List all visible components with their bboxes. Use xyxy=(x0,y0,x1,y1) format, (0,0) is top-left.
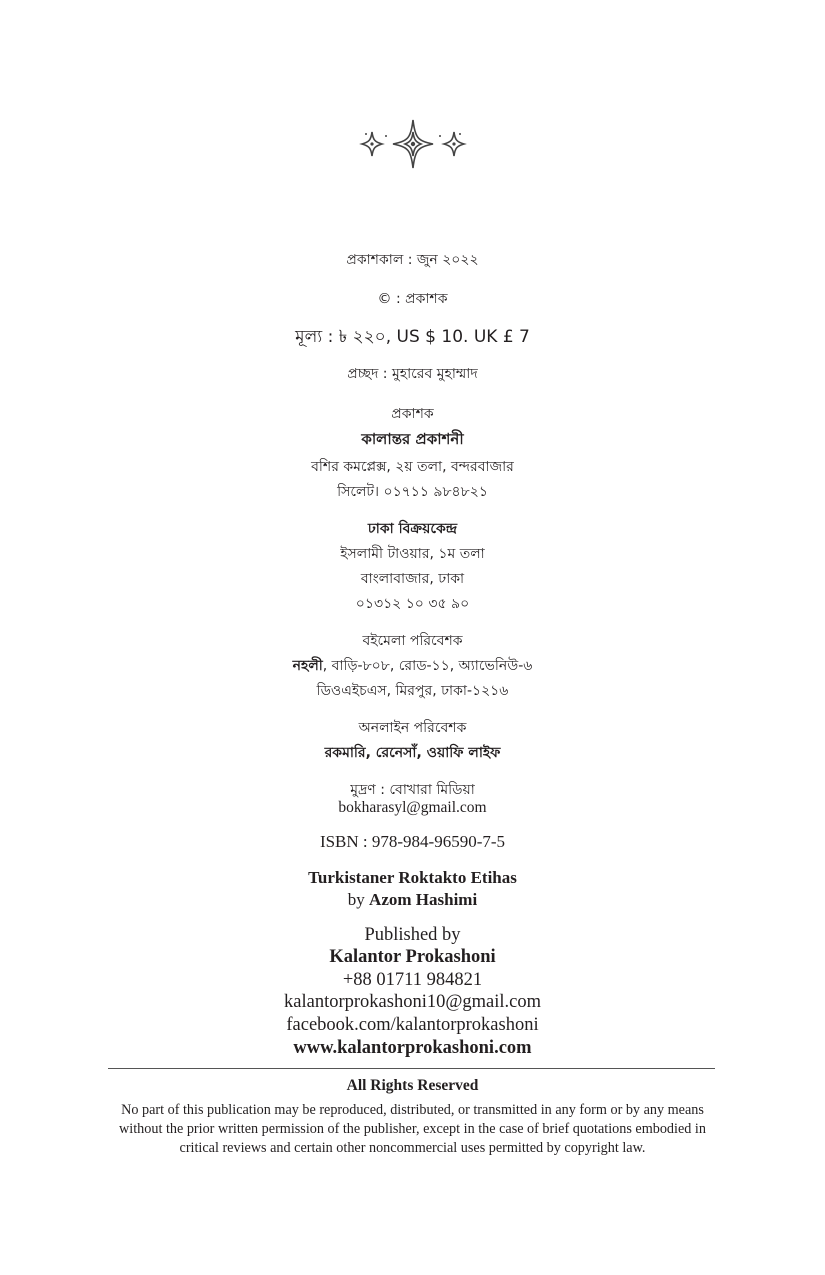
divider xyxy=(108,1068,715,1069)
printing-email: bokharasyl@gmail.com xyxy=(338,799,487,816)
publisher-heading: প্রকাশক xyxy=(391,406,434,422)
rights-heading: All Rights Reserved xyxy=(346,1077,479,1094)
book-fair-heading: বইমেলা পরিবেশক xyxy=(362,633,463,649)
cover-design-line: প্রচ্ছদ : মুহারেব মুহাম্মাদ xyxy=(347,366,478,382)
dhaka-centre-phone: ০১৩১২ ১০ ৩৫ ৯০ xyxy=(355,596,470,612)
published-by-label: Published by xyxy=(364,925,461,945)
publisher-address-line2: সিলেট। ০১৭১১ ৯৮৪৮২১ xyxy=(337,484,488,500)
ornament xyxy=(0,118,825,174)
rights-text: No part of this publication may be reproduced, distributed, or transmitted in any form or by any means without the prior written permission of the publisher, except in the case of brief quotations embodied in critical reviews and certain other noncommercial uses permitted by copyright law. xyxy=(119,1102,706,1156)
publication-date: প্রকাশকাল : জুন ২০২২ xyxy=(346,252,479,268)
publisher-phone: +88 01711 984821 xyxy=(342,970,483,990)
online-distributors: রকমারি, রেনেসাঁ, ওয়াফি লাইফ xyxy=(324,745,501,761)
book-fair-line1 xyxy=(0,654,825,678)
dhaka-centre-line2: বাংলাবাজার, ঢাকা xyxy=(360,571,465,587)
printing-line: মুদ্রণ : বোখারা মিডিয়া xyxy=(350,782,475,798)
english-title: Turkistaner Roktakto Etihas xyxy=(308,868,517,887)
publisher-name: কালান্তর প্রকাশনী xyxy=(361,430,464,448)
online-heading: অনলাইন পরিবেশক xyxy=(358,720,467,736)
book-fair-address: , বাড়ি-৮০৮, রোড-১১, অ্যাভেনিউ-৬ xyxy=(322,658,533,674)
author-name: Azom Hashimi xyxy=(369,890,478,909)
publisher-facebook: facebook.com/kalantorprokashoni xyxy=(286,1015,539,1035)
publisher-name-english: Kalantor Prokashoni xyxy=(329,947,496,967)
publisher-email: kalantorprokashoni10@gmail.com xyxy=(284,992,541,1012)
book-fair-name: নহলী xyxy=(292,658,323,674)
book-fair-line2: ডিওএইচএস, মিরপুর, ঢাকা-১২১৬ xyxy=(316,683,509,699)
four-point-star-ornament-icon xyxy=(358,118,468,170)
isbn-line: ISBN : 978-984-96590-7-5 xyxy=(319,832,506,851)
copyright-line: © : প্রকাশক xyxy=(377,291,448,307)
publisher-website: www.kalantorprokashoni.com xyxy=(293,1038,532,1058)
publisher-address-line1: বশির কমপ্লেক্স, ২য় তলা, বন্দরবাজার xyxy=(311,459,514,475)
price-line: মূল্য : ৳ ২২০, US $ 10. UK £ 7 xyxy=(295,327,530,347)
dhaka-centre-line1: ইসলামী টাওয়ার, ১ম তলা xyxy=(340,546,485,562)
author-line xyxy=(0,890,825,910)
by-label: by xyxy=(347,890,370,909)
dhaka-centre-heading: ঢাকা বিক্রয়কেন্দ্র xyxy=(367,521,458,537)
